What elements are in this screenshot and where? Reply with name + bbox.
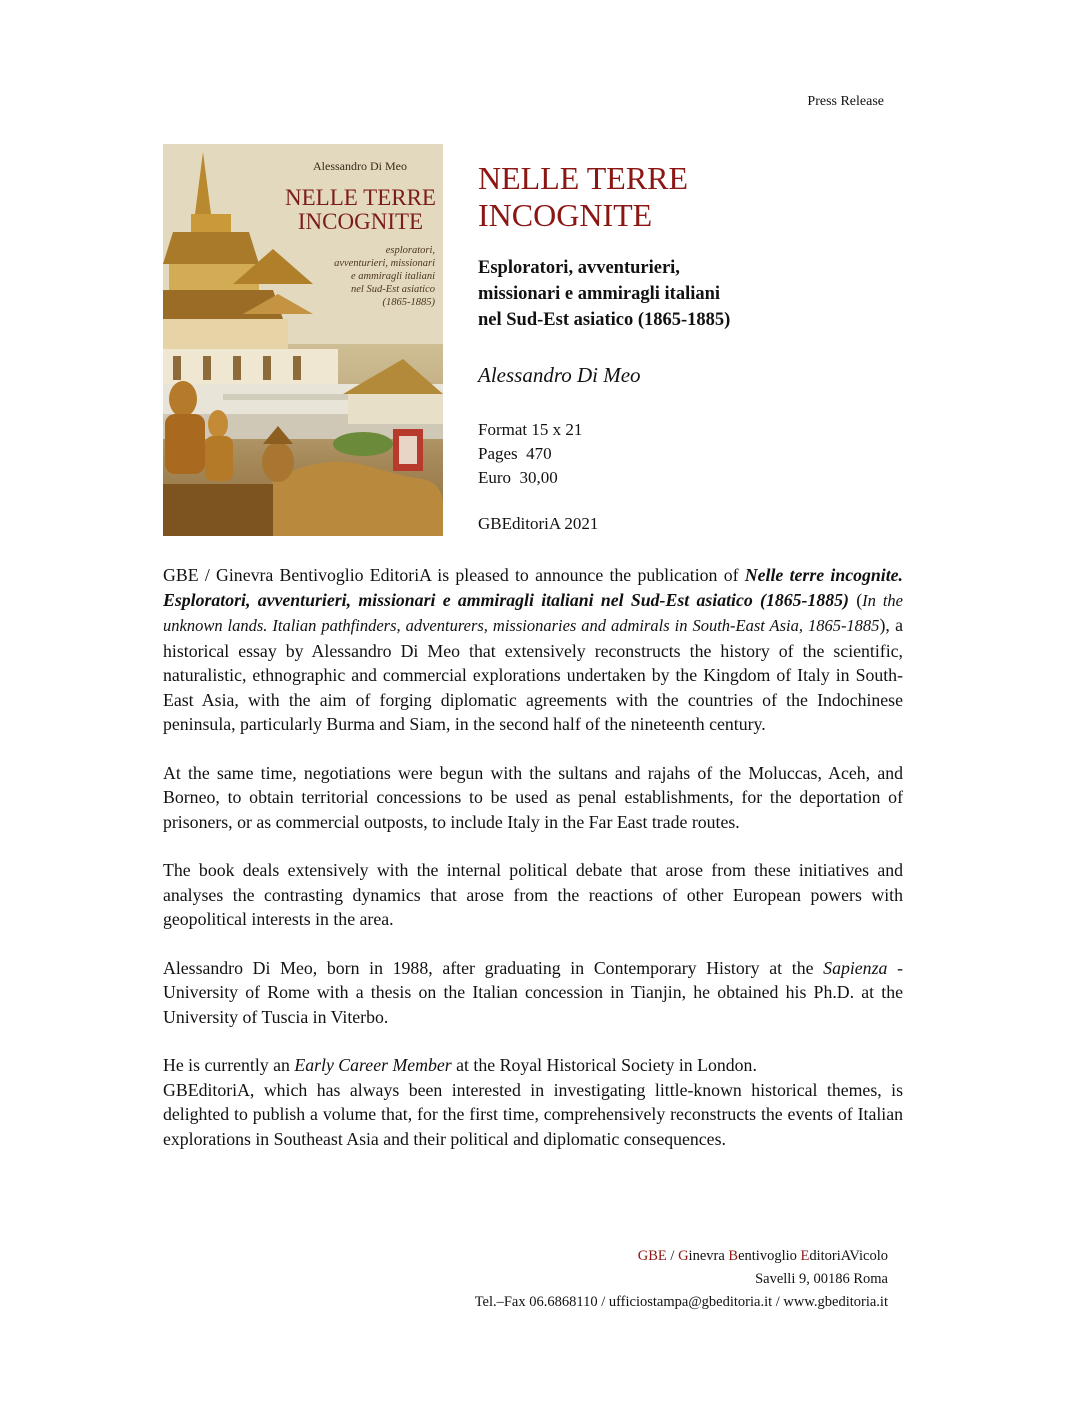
footer-initial: G [678, 1248, 689, 1264]
paragraph-publisher: GBEditoriA, which has always been interested in investigating little-known historical themes, is delighted to publish a volume that, for the first time, comprehensively reconstructs the events of Italian explorations in Southeast Asia and their political and diplomatic consequences. [163, 1079, 903, 1149]
book-subtitle [478, 255, 730, 333]
press-release-label: Press Release [807, 94, 884, 109]
text-span: at the Royal Historical Society in London. [451, 1055, 757, 1075]
paragraph-debate: The book deals extensively with the internal political debate that arose from these initiatives and analyses the contrasting dynamics that arose from the reactions of other European powers with geopolitical interests in the area. [163, 860, 903, 929]
text-span: - University of Rome with a thesis on the Italian concession in Tianjin, he obtained his Ph.D. at the University of Tuscia in Viterbo. [163, 957, 903, 1027]
membership-title: Early Career Member [294, 1055, 452, 1075]
press-body [163, 563, 903, 1151]
footer-initial: E [800, 1248, 810, 1264]
footer-initial: B [728, 1248, 739, 1264]
paragraph-negotiations: At the same time, negotiations were begun with the sultans and rajahs of the Moluccas, Aceh, and Borneo, to obtain territorial concessions to be used as penal establishments, for the deportation of prisoners, or as commercial outposts, to include Italy in the Far East trade routes. [163, 762, 903, 832]
cover-sub-line3: e ammiragli italiani [351, 271, 435, 282]
footer-contacts: Tel.–Fax 06.6868110 / ufficiostampa@gbeditoria.it / www.gbeditoria.it [474, 1294, 888, 1310]
text-span: ( [848, 589, 863, 610]
text-span: Alessandro Di Meo, born in 1988, after graduating in Contemporary History at the [163, 957, 824, 978]
publisher-year: GBEditoriA 2021 [478, 514, 599, 533]
text-span: GBE / Ginevra Bentivoglio EditoriA is pleased to announce the publication of [163, 565, 745, 585]
paragraph-membership [163, 1053, 903, 1078]
italian-title: Nelle terre incognite. Esploratori, avventurieri, missionari e ammiragli italiani nel Sud-Est asiatico (1865-1885) [163, 565, 903, 610]
footer-word: entivoglio [738, 1248, 801, 1264]
book-details [478, 418, 582, 490]
book-format: Format 15 x 21 [478, 420, 583, 439]
cover-sub-line1: esploratori, [385, 245, 435, 256]
book-author: Alessandro Di Meo [478, 363, 641, 387]
book-subtitle-line1: Esploratori, avventurieri, [478, 258, 680, 278]
book-title-line2: INCOGNITE [478, 197, 653, 233]
cover-author: Alessandro Di Meo [313, 159, 407, 173]
text-span: He is currently an [163, 1055, 295, 1075]
english-title: In the unknown lands. Italian pathfinders, adventurers, missionaries and admirals in South-East Asia, 1865-1885 [163, 590, 903, 635]
footer-word: inevra [688, 1248, 729, 1264]
book-price: Euro 30,00 [478, 468, 558, 487]
book-subtitle-line2: missionari e ammiragli italiani [478, 284, 721, 304]
footer-sep: / [666, 1248, 679, 1264]
footer-contact [475, 1245, 888, 1314]
cover-title-line2: INCOGNITE [297, 209, 424, 234]
footer-word: ditoriAVicolo [809, 1248, 888, 1264]
book-cover-image [163, 144, 443, 536]
footer-publisher-line [475, 1245, 888, 1268]
cover-sub-line4: nel Sud-Est asiatico [351, 284, 435, 295]
cover-title-line1: NELLE TERRE [285, 185, 436, 210]
cover-sub-line5: (1865-1885) [382, 297, 435, 308]
book-title [478, 160, 688, 234]
book-title-line1: NELLE TERRE [478, 160, 689, 196]
cover-sub-line2: avventurieri, missionari [334, 258, 435, 269]
footer-gbe: GBE [637, 1248, 667, 1264]
footer-address: Savelli 9, 00186 Roma [755, 1271, 888, 1287]
text-span: ), a historical essay by Alessandro Di Meo that extensively reconstructs the history of the scientific, naturalistic, ethnographic and commercial explorations undertaken by the Kingdom of Italy in South-East Asia, with the aim of forging diplomatic agreements with the countries of the Indochinese peninsula, particularly Burma and Siam, in the second half of the nineteenth century. [163, 615, 903, 734]
book-pages: Pages 470 [478, 444, 552, 463]
paragraph-author-bio [163, 956, 903, 1030]
cover-subtitle [303, 244, 435, 309]
university-name: Sapienza [823, 957, 888, 978]
cover-title [278, 186, 443, 234]
book-subtitle-line3: nel Sud-Est asiatico (1865-1885) [478, 310, 731, 330]
paragraph-announcement [163, 563, 903, 737]
